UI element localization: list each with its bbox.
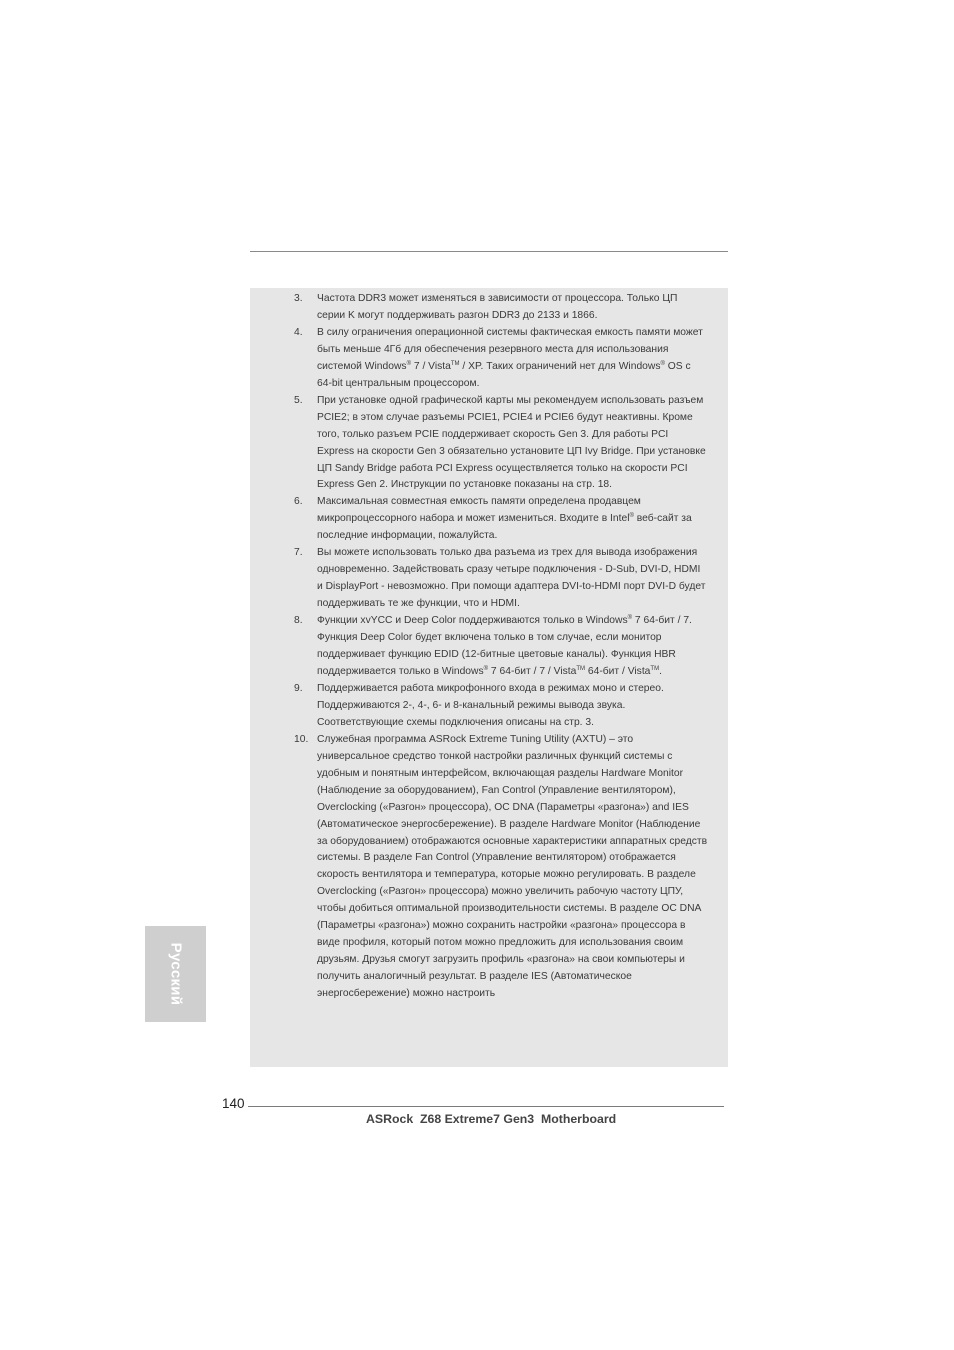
note-item	[250, 732, 728, 1003]
note-number: 7.	[294, 547, 303, 559]
note-item	[250, 494, 728, 545]
note-number: 9.	[294, 682, 303, 694]
note-item	[250, 325, 728, 393]
note-number: 6.	[294, 496, 303, 508]
notes-list	[250, 291, 728, 1003]
note-text: При установке одной графической карты мы рекомендуем использовать разъем PCIE2; в этом случае разъемы PCIE1, PCIE4 и PCIE6 будут неактивны. Кроме того, только разъем PCIE поддерживает скорость Gen 3. Для работы PCI Express на скорости Gen 3 обязательно установите ЦП Ivy Bridge. При установке ЦП Sandy Bridge работа PCI Express осуществляется только на скорости PCI Express Gen 2. Инструкции по установке показаны на стр. 18.	[317, 394, 706, 491]
note-item	[250, 291, 728, 325]
page-number: 140	[222, 1096, 245, 1111]
note-text: В силу ограничения операционной системы фактическая емкость памяти может быть меньше 4Гб для обеспечения резервного места для использования системой Windows® 7 / Vista™ / XP. Таких ограничений нет для Windows® OS с 64-bit центральным процессором.	[317, 326, 703, 389]
note-text: Служебная программа ASRock Extreme Tuning Utility (AXTU) – это универсальное средство тонкой настройки различных функций системы с удобным и понятным интерфейсом, включающая разделы Hardware Monitor (Наблюдение за оборудованием), Fan Control (Управление вентилятором), Overclocking («Разгон» процессора), OC DNA (Параметры «разгона») and IES (Автоматическое энергосбережение). В разделе Hardware Monitor (Наблюдение за оборудованием) отображаются основные характеристики аппаратных средств системы. В разделе Fan Control (Управление вентилятором) отображается скорость вентилятора и температура, которые можно регулировать. В разделе Overclocking («Разгон» процессора) можно увеличить рабочую частоту ЦПУ, чтобы добиться оптимальной производительности системы. В разделе OC DNA (Параметры «разгона») можно сохранить настройки «разгона» процессора в виде профиля, который потом можно предложить для использования своим друзьям. Друзья смогут загрузить профиль «разгона» на свои компьютеры и получить аналогичный результат. В разделе IES (Автоматическое энергосбережение) можно настроить	[317, 733, 708, 1000]
note-text: Вы можете использовать только два разъема из трех для вывода изображения одновременно. Задействовать сразу четыре подключения - D-Sub, DVI-D, HDMI и DisplayPort - невозможно. При помощи адаптера DVI-to-HDMI порт DVI-D будет поддерживать те же функции, что и HDMI.	[317, 547, 706, 610]
note-number: 3.	[294, 293, 303, 304]
note-number: 4.	[294, 326, 303, 338]
note-number: 10.	[294, 733, 309, 745]
note-item	[250, 613, 728, 681]
note-text: Частота DDR3 может изменяться в зависимости от процессора. Только ЦП серии K могут поддерживать разгон DDR3 до 2133 и 1866.	[317, 293, 678, 321]
note-text: Максимальная совместная емкость памяти определена продавцем микропроцессорного набора и может измениться. Входите в Intel® веб-сайт за последние информации, пожалуйста.	[317, 496, 692, 542]
note-item	[250, 545, 728, 613]
language-label: Русский	[167, 942, 184, 1006]
note-text: Поддерживается работа микрофонного входа в режимах моно и стерео. Поддерживаются 2-, 4-, 6- и 8-канальный режимы вывода звука. Соответствующие схемы подключения описаны на стр. 3.	[317, 682, 664, 728]
footer-title: ASRock Z68 Extreme7 Gen3 Motherboard	[366, 1112, 617, 1126]
note-number: 5.	[294, 394, 303, 406]
footer-divider	[248, 1106, 724, 1107]
note-text: Функции xvYCC и Deep Color поддерживаются только в Windows® 7 64-бит / 7. Функция Deep Color будет включена только в том случае, если монитор поддерживает функцию EDID (12-битные цветовые каналы). Функция HBR поддерживается только в Windows® 7 64-бит / 7 / Vista™ 64-бит / Vista™.	[317, 615, 692, 677]
top-divider	[250, 251, 728, 252]
note-item	[250, 681, 728, 732]
notes-panel	[250, 288, 728, 1067]
language-tab	[145, 926, 206, 1022]
note-item	[250, 393, 728, 495]
note-number: 8.	[294, 615, 303, 627]
